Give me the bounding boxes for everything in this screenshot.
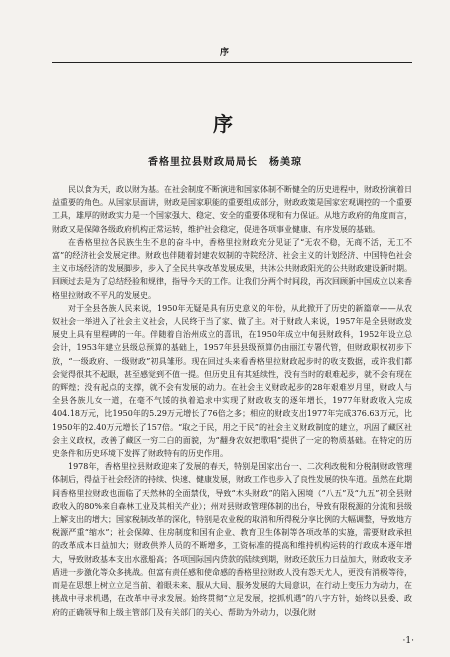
paragraph: 对于全县各族人民来说，1950年无疑是具有历史意义的年份，从此掀开了历史的新篇章——从农奴社会一举进入了社会主义社会，人民终于当了家、做了主。对于财政人来说，1957年是全县财政发展史上具有里程碑的一年。伴随着自治州成立的喜讯，在1950年成立中甸县财政科，1952年设立总会计，1953年建立县级总预算的基础上，1957年县县级预算仍由丽江专署代管，但财政职权初步下放，“一级政府、一级财政”初具雏形。现在回过头来看香格里拉财政起步时的收支数据，或许我们都会觉得很其不起眼，甚至感觉到不值一提。但历史且有其延续性，没有当时的艰难起步，就不会有现在的辉煌；没有起点的支撑，就不会有发展的动力。在社会主义财政起步的28年艰难岁月里，财政人与全县各族儿女一道，在毫不气馁的执着追求中实现了财政收支的逐年增长，1977年财政收入完成404.18万元，比1950年的5.29万元增长了76倍之多；相应的财政支出1977年完成376.63万元，比1950年的2.40万元增长了157倍。“取之于民，用之于民”的社会主义财政制度的建立，巩固了藏区社会主义政权，改善了藏区一穷二白的面貌，为“翻身农奴把歌唱”提供了一定的物质基础。在特定的历史条件和历史环境下发挥了财政特有的历史作用。 — [52, 303, 412, 459]
paragraph: 1978年，香格里拉县财政迎来了发展的春天，特别是国家出台一、二次利改税和分税制财政管理体制后，得益于社会经济的持续、快速、健康发展，财政工作也步入了良性发展的快车道。虽然在此期间香格里拉财政也面临了天然林的全面禁伐，导致“木头财政”的陷入困境（“八五”及“九五”初全县财政收入的80%来自森林工业及其相关产业）；州对县财政管理体制的出台，导致有限税源的分流和县级上解支出的增大；国家税制改革的深化，特别是农业税的取消和所得税分享比例的大幅调整，导致地方税源严重“缩水”；社会保障、住房制度和国有企业、教育卫生体制等各项改革的实施，需要财政承担的改革成本日益加大；财政供养人员的不断增多，工资标准的提高和维持机构运转的行政成本逐年增大，导致财政基本支出水涨船高；各项国际国内贷款的陆续到期，财政还款压力日益加大，财政收支矛盾进一步激化等众多挑战。但富有责任感和使命感的香格里拉财政人没有怨天尤人，更没有消极等待，而是在思想上树立立足当前、着眼未来、服从大局、服务发展的大局意识，在行动上变压力为动力，在挑战中寻求机遇，在改革中寻求发展。始终贯彻“立足发展，挖抓机遇”的八字方针，始终以县委、政府的正确领导和上级主管部门及有关部门的关心、帮助为外动力，以强化财 — [52, 462, 412, 617]
page-number: ·1· — [402, 636, 414, 646]
paragraph: 在香格里拉各民族生生不息的奋斗中，香格里拉财政充分见证了“无农不稳，无商不活，无工不富”的经济社会发展定律。财政也伴随着封建农奴制的寺院经济、社会主义的计划经济、中国特色社会主义市场经济的发展脚步，步入了全民共享改革发展成果，共沐公共财政阳光的公共财政建设新时期。回顾过去是为了总结经验和规律，指导今天的工作。让我们分两个时间段，再次回顾新中国成立以来香格里拉财政不平凡的发展史。 — [52, 237, 412, 300]
author-byline: 香格里拉县财政局局长 杨美琼 — [148, 157, 302, 168]
body-text — [52, 183, 412, 619]
page-title: 序 — [213, 112, 237, 136]
header-rule — [52, 62, 412, 63]
running-head: 序 — [219, 48, 230, 58]
paragraph: 民以食为天，政以财为基。在社会制度不断演进和国家体制不断健全的历史进程中，财政扮演着日益重要的角色。从国家层面讲，财政是国家职能的重要组成部分，财政政策是国家宏观调控的一个重要工具，雄厚的财政实力是一个国家强大、稳定、安全的重要体现和有力保证。从地方政府的角度而言，财政又是保障各级政府机构正常运转，维护社会稳定，促进各项事业健康、有序发展的基础。 — [52, 185, 412, 234]
